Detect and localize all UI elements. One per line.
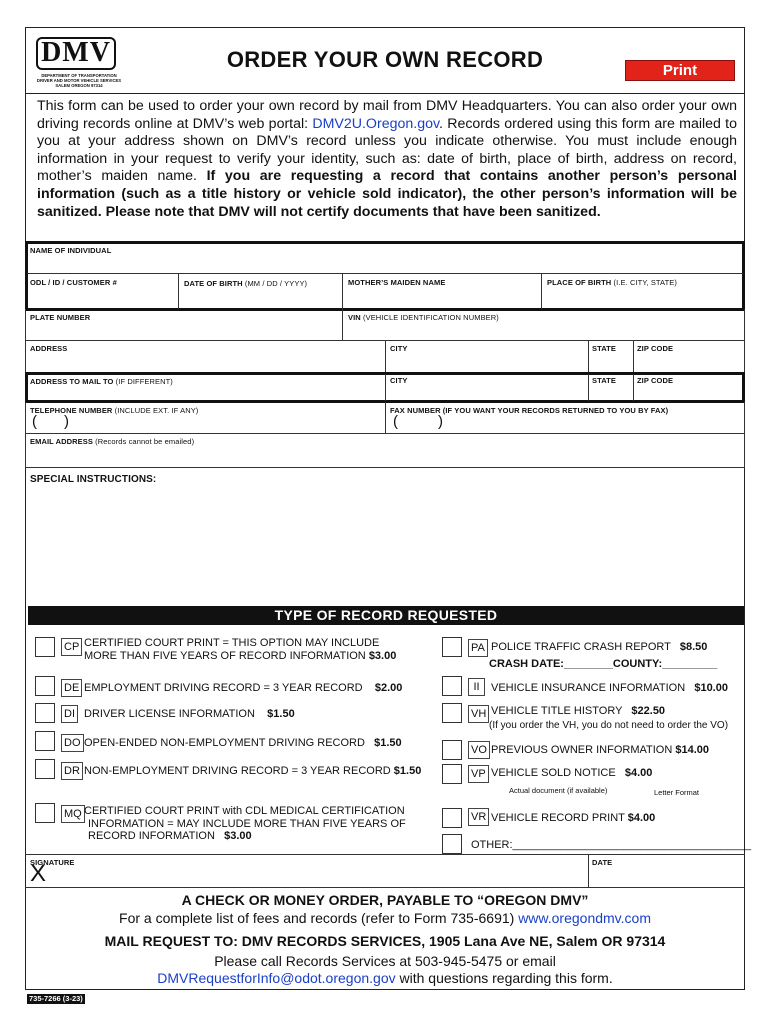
divider xyxy=(633,340,634,373)
fax-label: FAX NUMBER (IF YOU WANT YOUR RECORDS RETURNED TO YOU BY FAX) xyxy=(390,406,669,415)
maiden-label: MOTHER’S MAIDEN NAME xyxy=(348,278,446,287)
fax-paren-close: ) xyxy=(438,413,443,430)
checkbox-dr[interactable] xyxy=(35,759,55,779)
address-label: ADDRESS xyxy=(30,344,68,353)
date-input[interactable] xyxy=(592,868,740,886)
plate-input[interactable] xyxy=(30,322,338,338)
checkbox-vr[interactable] xyxy=(442,808,462,828)
divider xyxy=(385,374,386,401)
state-input[interactable] xyxy=(591,354,631,370)
checkbox-di[interactable] xyxy=(35,703,55,723)
phone-input[interactable] xyxy=(40,414,380,430)
code-mq: MQ xyxy=(61,805,85,823)
option-de: EMPLOYMENT DRIVING RECORD = 3 YEAR RECORD $2.00 xyxy=(84,682,403,694)
page-title: ORDER YOUR OWN RECORD xyxy=(226,47,544,72)
checkbox-cp[interactable] xyxy=(35,637,55,657)
option-do: OPEN-ENDED NON-EMPLOYMENT DRIVING RECORD $1.50 xyxy=(84,737,402,749)
signature-x-mark: X xyxy=(30,860,47,887)
phone-paren-open: ( xyxy=(32,413,37,430)
option-pa: POLICE TRAFFIC CRASH REPORT $8.50 xyxy=(491,641,708,653)
odl-input[interactable] xyxy=(30,289,175,307)
option-vh: VEHICLE TITLE HISTORY $22.50 xyxy=(491,705,666,717)
note-letter-format: Letter Format xyxy=(654,788,700,797)
mail-to-label: ADDRESS TO MAIL TO (IF DIFFERENT) xyxy=(30,377,173,386)
dmv-logo-text: DMV xyxy=(36,37,116,70)
state-label: STATE xyxy=(592,344,616,353)
divider xyxy=(588,854,589,888)
code-cp: CP xyxy=(61,638,82,656)
name-input[interactable] xyxy=(27,243,743,273)
dmv-logo-subtext: DEPARTMENT OF TRANSPORTATION DRIVER AND MOTOR VEHICLE SERVICES SALEM OREGON 97314 xyxy=(36,73,122,88)
option-vr: VEHICLE RECORD PRINT $4.00 xyxy=(491,812,656,824)
checkbox-vo[interactable] xyxy=(442,740,462,760)
checkbox-pa[interactable] xyxy=(442,637,462,657)
vh-note: (If you order the VH, you do not need to order the VO) xyxy=(489,720,729,731)
other-field[interactable]: OTHER:_______________________________________ xyxy=(471,839,752,851)
vin-input[interactable] xyxy=(346,322,741,338)
code-do: DO xyxy=(61,734,84,752)
zip-input[interactable] xyxy=(636,354,741,370)
divider xyxy=(342,274,343,309)
option-vp: VEHICLE SOLD NOTICE $4.00 xyxy=(491,767,653,779)
odl-label: ODL / ID / CUSTOMER # xyxy=(30,278,117,287)
signature-label: SIGNATURE xyxy=(30,858,75,867)
dmv2u-link[interactable]: DMV2U.Oregon.gov xyxy=(312,115,440,132)
divider xyxy=(633,374,634,401)
mail-to-input[interactable] xyxy=(30,386,382,400)
mail-address: MAIL REQUEST TO: DMV RECORDS SERVICES, 1905 Lana Ave NE, Salem OR 97314 xyxy=(104,933,666,949)
checkbox-other[interactable] xyxy=(442,834,462,854)
fax-paren-open: ( xyxy=(393,413,398,430)
divider xyxy=(588,340,589,373)
option-ii: VEHICLE INSURANCE INFORMATION $10.00 xyxy=(491,682,728,694)
mail-zip-label: ZIP CODE xyxy=(637,376,674,385)
option-cp: CERTIFIED COURT PRINT = THIS OPTION MAY INCLUDE MORE THAN FIVE YEARS OF RECORD INFORMATION $3.00 xyxy=(84,637,397,662)
city-input[interactable] xyxy=(389,354,585,370)
special-instructions-input[interactable] xyxy=(30,488,740,602)
mail-state-label: STATE xyxy=(592,376,616,385)
oregondmv-link[interactable]: www.oregondmv.com xyxy=(518,910,651,926)
divider xyxy=(178,274,179,309)
code-vp: VP xyxy=(468,765,489,783)
phone-paren-close: ) xyxy=(64,413,69,430)
header-divider xyxy=(25,93,745,94)
zip-label: ZIP CODE xyxy=(637,344,674,353)
dob-label: DATE OF BIRTH (MM / DD / YYYY) xyxy=(184,279,308,288)
note-actual-document: Actual document (if available) xyxy=(509,786,608,795)
option-dr: NON-EMPLOYMENT DRIVING RECORD = 3 YEAR RECORD $1.50 xyxy=(84,765,422,777)
email-note: DMVRequestforInfo@odot.oregon.gov with questions regarding this form. xyxy=(157,970,613,986)
signature-input[interactable] xyxy=(50,866,580,886)
checkbox-ii[interactable] xyxy=(442,676,462,696)
divider xyxy=(541,274,542,309)
code-pa: PA xyxy=(468,639,488,657)
checkbox-de[interactable] xyxy=(35,676,55,696)
crash-date-county: CRASH DATE:________COUNTY:_________ xyxy=(489,658,718,670)
checkbox-do[interactable] xyxy=(35,731,55,751)
payment-note: A CHECK OR MONEY ORDER, PAYABLE TO “OREGON DMV” xyxy=(181,892,589,908)
plate-label: PLATE NUMBER xyxy=(30,313,91,322)
code-ii: II xyxy=(468,678,485,696)
option-vo: PREVIOUS OWNER INFORMATION $14.00 xyxy=(491,744,710,756)
mail-city-label: CITY xyxy=(390,376,408,385)
option-mq: CERTIFIED COURT PRINT with CDL MEDICAL CERTIFICATION INFORMATION = MAY INCLUDE MORE THAN FIVE YEARS OF RECORD INFORMATION $3.00 xyxy=(84,805,406,842)
phone-label: TELEPHONE NUMBER (INCLUDE EXT. IF ANY) xyxy=(30,406,199,415)
record-type-header: TYPE OF RECORD REQUESTED xyxy=(28,606,744,625)
records-email-link[interactable]: DMVRequestforInfo@odot.oregon.gov xyxy=(157,970,396,986)
city-label: CITY xyxy=(390,344,408,353)
divider xyxy=(588,374,589,401)
date-label: DATE xyxy=(592,858,613,867)
vin-label: VIN (VEHICLE IDENTIFICATION NUMBER) xyxy=(348,313,499,322)
dob-input[interactable] xyxy=(182,289,340,307)
email-label: EMAIL ADDRESS (Records cannot be emailed) xyxy=(30,437,195,446)
code-de: DE xyxy=(61,679,82,697)
checkbox-mq[interactable] xyxy=(35,803,55,823)
code-vo: VO xyxy=(468,741,490,759)
option-di: DRIVER LICENSE INFORMATION $1.50 xyxy=(84,708,295,720)
code-di: DI xyxy=(61,705,78,723)
checkbox-vh[interactable] xyxy=(442,703,462,723)
pob-label: PLACE OF BIRTH (I.E. CITY, STATE) xyxy=(547,278,677,287)
divider xyxy=(385,402,386,434)
code-dr: DR xyxy=(61,762,83,780)
code-vh: VH xyxy=(468,705,489,723)
checkbox-vp[interactable] xyxy=(442,764,462,784)
fees-note: For a complete list of fees and records (refer to Form 735-6691) www.oregondmv.com xyxy=(119,910,651,926)
print-button[interactable]: Print xyxy=(625,60,735,81)
divider xyxy=(27,273,743,274)
email-input[interactable] xyxy=(30,448,740,465)
divider xyxy=(342,309,343,341)
form-number: 735-7266 (3-23) xyxy=(29,994,83,1003)
fax-input[interactable] xyxy=(401,414,741,430)
call-note: Please call Records Services at 503-945-5475 or email xyxy=(214,953,556,969)
address-input[interactable] xyxy=(30,354,382,370)
pob-input[interactable] xyxy=(545,289,741,307)
intro-paragraph: This form can be used to order your own record by mail from DMV Headquarters. You can also order your own driving records online at DMV’s web portal: DMV2U.Oregon.gov. Records ordered using this form are mailed to you at your address shown on DMV’s record unless you indicate otherwise. You must include enough information in your request to verify your identity, such as: date of birth, place of birth, address on record, mother’s maiden name. If you are requesting a record that contains another person’s personal information (such as a title history or vehicle sold indicator), the other person’s information will be sanitized. Please note that DMV will not certify documents that have been sanitized. xyxy=(37,98,737,220)
name-label: NAME OF INDIVIDUAL xyxy=(30,246,112,255)
code-vr: VR xyxy=(468,808,489,826)
special-instructions-label: SPECIAL INSTRUCTIONS: xyxy=(30,474,157,485)
divider xyxy=(385,340,386,373)
maiden-input[interactable] xyxy=(346,289,539,307)
